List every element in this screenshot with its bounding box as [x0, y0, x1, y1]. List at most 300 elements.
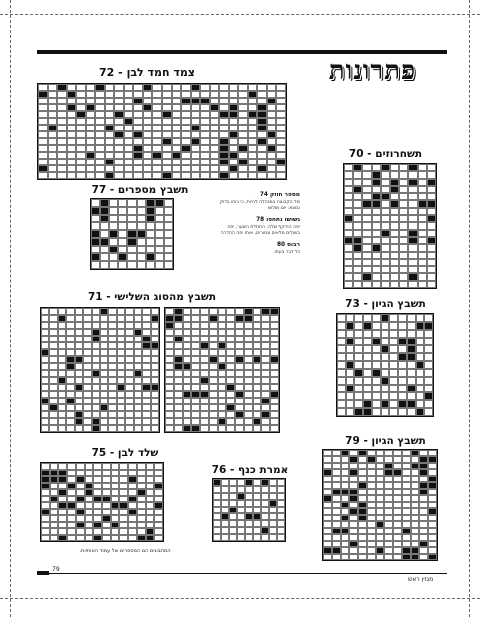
grid-cell	[105, 172, 115, 179]
grid-cell	[172, 125, 182, 132]
grid-cell	[257, 145, 267, 152]
grid-cell	[248, 111, 258, 118]
grid-cell	[146, 215, 155, 223]
grid-cell	[200, 84, 210, 91]
grid-cell	[114, 145, 124, 152]
grid-cell	[142, 370, 150, 377]
grid-cell	[58, 315, 66, 322]
grid-cell	[124, 131, 134, 138]
grid-cell	[151, 384, 159, 391]
grid-cell	[363, 361, 372, 369]
grid-cell	[399, 222, 408, 229]
grid-cell	[191, 315, 200, 322]
grid-cell	[125, 336, 133, 343]
grid-cell	[261, 315, 270, 322]
grid-cell	[390, 208, 399, 215]
grid-cell	[75, 411, 83, 418]
grid-cell	[83, 411, 91, 418]
grid-cell	[66, 315, 74, 322]
grid-cell	[100, 329, 108, 336]
grid-cell	[200, 125, 210, 132]
grid-cell	[226, 377, 235, 384]
grid-cell	[105, 118, 115, 125]
grid-cell	[174, 398, 183, 405]
grid-cell	[253, 411, 262, 418]
grid-cell	[270, 363, 279, 370]
grid-cell	[235, 363, 244, 370]
grid-cell	[127, 246, 136, 254]
grid-cell	[183, 349, 192, 356]
grid-cell	[353, 200, 362, 207]
grid-cell	[108, 391, 116, 398]
page-title: פתרונות	[328, 56, 417, 86]
grid-cell	[200, 98, 210, 105]
grid-cell	[152, 84, 162, 91]
grid-cell	[229, 534, 237, 541]
grid-cell	[174, 411, 183, 418]
grid-cell	[372, 408, 381, 416]
grid-cell	[261, 370, 270, 377]
grid-cell	[86, 145, 96, 152]
grid-cell	[91, 253, 100, 261]
grid-cell	[267, 104, 277, 111]
grid-cell	[152, 98, 162, 105]
grid-cell	[229, 111, 239, 118]
grid-cell	[165, 308, 174, 315]
grid-cell	[270, 370, 279, 377]
grid-cell	[229, 520, 237, 527]
grid-cell	[390, 179, 399, 186]
grid-cell	[344, 230, 353, 237]
grid-cell	[142, 377, 150, 384]
grid-cell	[257, 125, 267, 132]
grid-cell	[381, 208, 390, 215]
grid-cell	[253, 500, 261, 507]
grid-cell	[66, 349, 74, 356]
grid-cell	[218, 349, 227, 356]
grid-cell	[191, 118, 201, 125]
grid-cell	[114, 91, 124, 98]
grid-cell	[221, 493, 229, 500]
grid-cell	[41, 411, 49, 418]
grid-cell	[95, 145, 105, 152]
grid-cell	[277, 507, 285, 514]
grid-cell	[114, 84, 124, 91]
grid-cell	[411, 554, 420, 560]
grid-cell	[253, 479, 261, 486]
grid-cell	[381, 193, 390, 200]
grid-cell	[200, 418, 209, 425]
grid-cell	[200, 391, 209, 398]
grid-cell	[49, 315, 57, 322]
grid-cell	[408, 230, 417, 237]
grid-cell	[229, 527, 237, 534]
grid-cell	[218, 391, 227, 398]
grid-cell	[235, 370, 244, 377]
grid-cell	[424, 314, 433, 322]
grid-cell	[210, 84, 220, 91]
solution-grid-70	[343, 163, 437, 289]
grid-cell	[418, 208, 427, 215]
grid-cell	[424, 330, 433, 338]
answer-78-title: גשושו נתחפו 78	[256, 217, 300, 224]
grid-cell	[67, 111, 77, 118]
grid-cell	[210, 98, 220, 105]
grid-cell	[143, 111, 153, 118]
grid-cell	[117, 336, 125, 343]
grid-cell	[92, 356, 100, 363]
grid-cell	[399, 186, 408, 193]
grid-cell	[381, 345, 390, 353]
grid-cell	[109, 261, 118, 269]
grid-cell	[118, 207, 127, 215]
grid-cell	[183, 377, 192, 384]
grid-cell	[143, 104, 153, 111]
grid-cell	[200, 370, 209, 377]
grid-cell	[75, 418, 83, 425]
grid-cell	[344, 200, 353, 207]
grid-cell	[346, 400, 355, 408]
grid-cell	[117, 418, 125, 425]
grid-cell	[362, 252, 371, 259]
grid-cell	[399, 273, 408, 280]
text-answers	[217, 187, 300, 256]
grid-cell	[344, 252, 353, 259]
grid-cell	[269, 527, 277, 534]
grid-cell	[257, 159, 267, 166]
grid-cell	[372, 193, 381, 200]
grid-cell	[424, 345, 433, 353]
grid-cell	[245, 500, 253, 507]
grid-cell	[191, 165, 201, 172]
grid-cell	[237, 534, 245, 541]
grid-cell	[235, 377, 244, 384]
grid-cell	[117, 342, 125, 349]
grid-cell	[134, 349, 142, 356]
grid-cell	[174, 404, 183, 411]
grid-cell	[337, 353, 346, 361]
grid-cell	[267, 125, 277, 132]
grid-cell	[152, 172, 162, 179]
grid-cell	[76, 138, 86, 145]
grid-cell	[151, 329, 159, 336]
grid-cell	[165, 356, 174, 363]
grid-cell	[155, 253, 164, 261]
grid-cell	[399, 179, 408, 186]
grid-cell	[346, 345, 355, 353]
grid-cell	[95, 84, 105, 91]
grid-cell	[253, 418, 262, 425]
grid-cell	[143, 172, 153, 179]
grid-cell	[381, 237, 390, 244]
grid-cell	[354, 392, 363, 400]
grid-cell	[389, 345, 398, 353]
grid-cell	[146, 222, 155, 230]
grid-cell	[41, 370, 49, 377]
solution-grid-76	[212, 478, 286, 542]
grid-cell	[427, 252, 436, 259]
grid-cell	[105, 152, 115, 159]
grid-cell	[155, 230, 164, 238]
grid-cell	[125, 322, 133, 329]
grid-cell	[407, 392, 416, 400]
grid-cell	[95, 91, 105, 98]
grid-cell	[151, 404, 159, 411]
grid-cell	[108, 356, 116, 363]
grid-cell	[354, 314, 363, 322]
grid-cell	[427, 208, 436, 215]
grid-cell	[261, 507, 269, 514]
grid-cell	[83, 370, 91, 377]
grid-cell	[218, 425, 227, 432]
grid-cell	[219, 131, 229, 138]
grid-cell	[200, 145, 210, 152]
grid-cell	[416, 392, 425, 400]
grid-cell	[67, 138, 77, 145]
grid-cell	[100, 230, 109, 238]
grid-cell	[162, 165, 172, 172]
grid-cell	[100, 349, 108, 356]
grid-cell	[407, 330, 416, 338]
grid-cell	[408, 171, 417, 178]
grid-cell	[408, 237, 417, 244]
grid-cell	[253, 356, 262, 363]
grid-cell	[151, 391, 159, 398]
grid-cell	[244, 356, 253, 363]
grid-cell	[125, 391, 133, 398]
grid-cell	[384, 554, 393, 560]
grid-cell	[381, 244, 390, 251]
grid-cell	[381, 400, 390, 408]
puzzle-title-72: צמד חמד לבן - 72	[99, 66, 195, 79]
grid-cell	[134, 398, 142, 405]
grid-cell	[346, 314, 355, 322]
grid-cell	[213, 493, 221, 500]
grid-cell	[261, 349, 270, 356]
grid-cell	[372, 179, 381, 186]
grid-cell	[248, 131, 258, 138]
grid-cell	[162, 152, 172, 159]
grid-cell	[83, 425, 91, 432]
grid-cell	[117, 329, 125, 336]
cut-line-left	[10, 0, 11, 617]
grid-cell	[58, 535, 67, 542]
grid-cell	[353, 273, 362, 280]
grid-cell	[238, 118, 248, 125]
grid-cell	[134, 308, 142, 315]
grid-cell	[191, 138, 201, 145]
grid-cell	[389, 353, 398, 361]
grid-cell	[38, 84, 48, 91]
grid-cell	[213, 534, 221, 541]
grid-cell	[363, 385, 372, 393]
grid-cell	[134, 418, 142, 425]
grid-cell	[49, 349, 57, 356]
grid-cell	[200, 404, 209, 411]
grid-cell	[229, 138, 239, 145]
grid-cell	[105, 125, 115, 132]
grid-cell	[261, 527, 269, 534]
grid-cell	[165, 377, 174, 384]
grid-cell	[344, 215, 353, 222]
grid-cell	[416, 400, 425, 408]
grid-cell	[57, 152, 67, 159]
grid-cell	[49, 336, 57, 343]
grid-cell	[276, 104, 286, 111]
grid-cell	[418, 266, 427, 273]
grid-cell	[48, 165, 58, 172]
grid-cell	[114, 118, 124, 125]
grid-cell	[244, 391, 253, 398]
grid-cell	[244, 398, 253, 405]
grid-cell	[162, 145, 172, 152]
grid-cell	[389, 338, 398, 346]
grid-cell	[181, 84, 191, 91]
grid-cell	[151, 370, 159, 377]
grid-cell	[235, 336, 244, 343]
grid-cell	[118, 253, 127, 261]
grid-cell	[133, 131, 143, 138]
grid-cell	[226, 349, 235, 356]
grid-cell	[244, 404, 253, 411]
grid-cell	[172, 111, 182, 118]
grid-cell	[183, 322, 192, 329]
grid-cell	[244, 425, 253, 432]
grid-cell	[248, 104, 258, 111]
grid-cell	[108, 336, 116, 343]
grid-cell	[248, 159, 258, 166]
grid-cell	[424, 377, 433, 385]
grid-cell	[235, 329, 244, 336]
grid-cell	[210, 165, 220, 172]
grid-cell	[354, 322, 363, 330]
grid-cell	[95, 152, 105, 159]
grid-cell	[344, 222, 353, 229]
grid-cell	[261, 336, 270, 343]
grid-cell	[257, 91, 267, 98]
grid-cell	[362, 179, 371, 186]
grid-cell	[399, 230, 408, 237]
grid-cell	[219, 138, 229, 145]
grid-cell	[66, 398, 74, 405]
grid-cell	[95, 98, 105, 105]
grid-cell	[128, 535, 137, 542]
grid-cell	[191, 356, 200, 363]
grid-cell	[267, 145, 277, 152]
grid-cell	[226, 404, 235, 411]
grid-cell	[267, 111, 277, 118]
grid-cell	[337, 322, 346, 330]
grid-cell	[267, 159, 277, 166]
grid-cell	[191, 384, 200, 391]
grid-cell	[235, 308, 244, 315]
grid-cell	[200, 322, 209, 329]
grid-cell	[390, 237, 399, 244]
grid-cell	[354, 369, 363, 377]
grid-cell	[277, 479, 285, 486]
grid-cell	[261, 425, 270, 432]
grid-cell	[200, 308, 209, 315]
grid-cell	[398, 314, 407, 322]
grid-cell	[399, 171, 408, 178]
footer-rule	[37, 573, 447, 574]
grid-cell	[363, 369, 372, 377]
grid-cell	[372, 186, 381, 193]
grid-cell	[75, 308, 83, 315]
puzzle-title-70: תשחרוזים - 70	[348, 148, 423, 160]
grid-cell	[244, 308, 253, 315]
grid-cell	[257, 111, 267, 118]
grid-cell	[344, 273, 353, 280]
grid-cell	[86, 84, 96, 91]
grid-cell	[155, 246, 164, 254]
grid-cell	[427, 281, 436, 288]
grid-cell	[210, 131, 220, 138]
grid-cell	[276, 165, 286, 172]
grid-cell	[137, 535, 146, 542]
grid-cell	[191, 98, 201, 105]
grid-cell	[117, 404, 125, 411]
grid-cell	[114, 131, 124, 138]
grid-cell	[191, 322, 200, 329]
grid-cell	[218, 377, 227, 384]
grid-cell	[209, 384, 218, 391]
header-rule	[37, 50, 447, 54]
grid-cell	[38, 138, 48, 145]
grid-cell	[235, 315, 244, 322]
grid-cell	[276, 159, 286, 166]
grid-cell	[124, 125, 134, 132]
grid-cell	[174, 308, 183, 315]
grid-cell	[261, 329, 270, 336]
grid-cell	[277, 500, 285, 507]
grid-cell	[76, 84, 86, 91]
grid-cell	[57, 125, 67, 132]
grid-cell	[58, 418, 66, 425]
grid-cell	[83, 315, 91, 322]
grid-cell	[229, 145, 239, 152]
grid-cell	[226, 411, 235, 418]
grid-cell	[424, 361, 433, 369]
grid-cell	[372, 353, 381, 361]
grid-cell	[124, 152, 134, 159]
grid-cell	[165, 404, 174, 411]
grid-cell	[114, 172, 124, 179]
grid-cell	[142, 363, 150, 370]
grid-cell	[48, 84, 58, 91]
grid-cell	[427, 200, 436, 207]
grid-cell	[353, 208, 362, 215]
grid-cell	[253, 534, 261, 541]
grid-cell	[363, 400, 372, 408]
grid-cell	[418, 179, 427, 186]
grid-cell	[390, 266, 399, 273]
grid-cell	[244, 329, 253, 336]
grid-cell	[253, 520, 261, 527]
grid-cell	[337, 369, 346, 377]
grid-cell	[134, 363, 142, 370]
grid-cell	[75, 329, 83, 336]
grid-cell	[389, 408, 398, 416]
grid-cell	[143, 165, 153, 172]
puzzle-title-77: תשבץ מספרים - 77	[91, 184, 189, 196]
grid-cell	[165, 411, 174, 418]
grid-cell	[235, 349, 244, 356]
grid-cell	[353, 266, 362, 273]
grid-cell	[270, 384, 279, 391]
grid-cell	[200, 349, 209, 356]
grid-cell	[95, 159, 105, 166]
